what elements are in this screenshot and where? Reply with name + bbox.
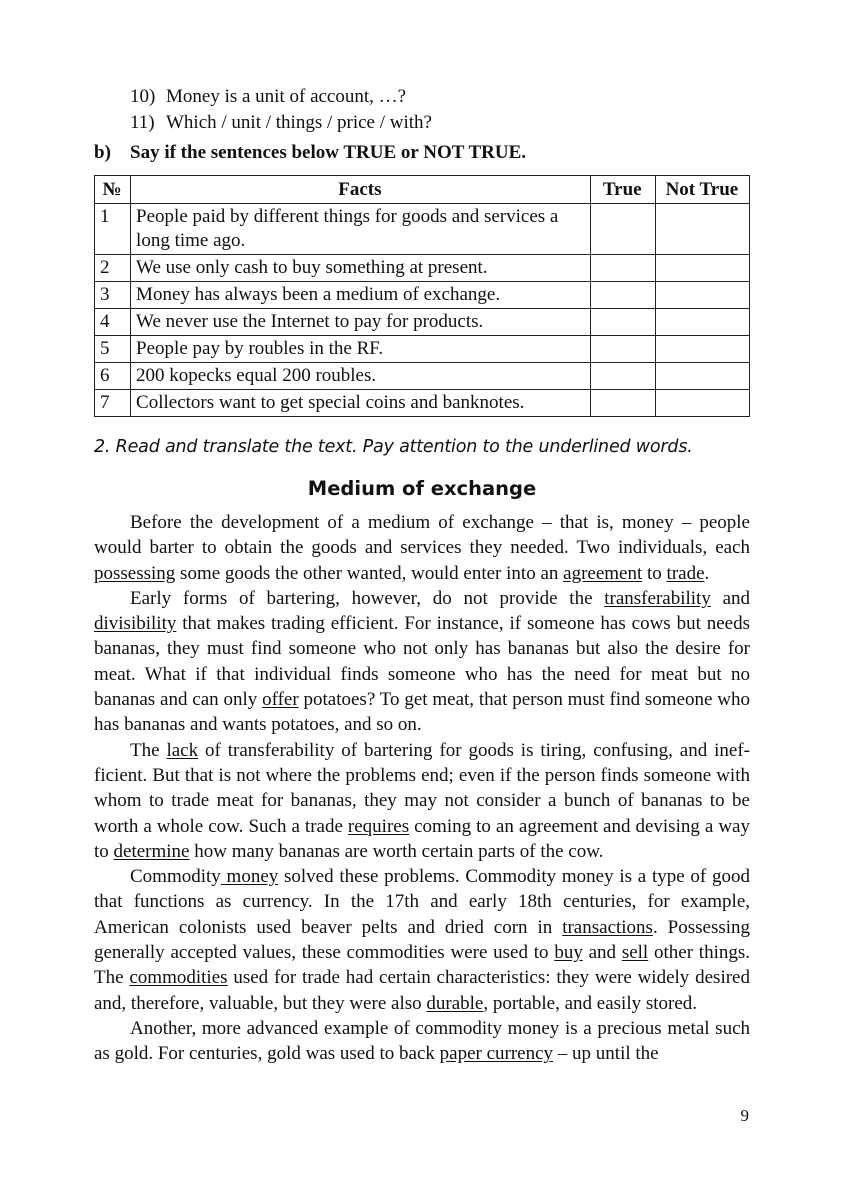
row-true-cell[interactable] <box>590 336 655 363</box>
row-not-true-cell[interactable] <box>655 204 749 255</box>
text-run: some goods the other wanted, would enter into an <box>175 562 564 584</box>
row-fact: 200 kopecks equal 200 roubles. <box>131 363 591 390</box>
section-b-label: b) <box>94 142 111 163</box>
reading-text <box>94 510 750 1067</box>
text-run: to <box>642 562 667 584</box>
text-run: how many bananas are worth certain parts of the cow. <box>189 840 604 862</box>
text-run: and <box>710 587 751 609</box>
table-row <box>95 336 750 363</box>
text-run: solved these problems. Commodity money is a type of good that functions as currency. In the 17th and early 18th centuries, for example, American colonists used beaver pelts and dried corn in <box>94 866 750 938</box>
row-number: 6 <box>95 363 131 390</box>
underlined-word: paper currency <box>439 1043 554 1065</box>
row-fact: People pay by roubles in the RF. <box>131 336 591 363</box>
row-number: 2 <box>95 255 131 282</box>
table-row <box>95 255 750 282</box>
paragraph <box>94 864 750 1016</box>
row-fact: Collectors want to get special coins and banknotes. <box>131 390 591 417</box>
row-not-true-cell[interactable] <box>655 363 749 390</box>
row-not-true-cell[interactable] <box>655 390 749 417</box>
row-number: 7 <box>95 390 131 417</box>
header-true: True <box>590 176 655 204</box>
question-number: 10) <box>130 86 156 107</box>
row-true-cell[interactable] <box>590 309 655 336</box>
table-row <box>95 282 750 309</box>
row-fact: People paid by different things for goods and services a long time ago. <box>131 204 591 255</box>
text-run: Early forms of bartering, however, do not provide the <box>130 587 605 609</box>
text-run: potatoes? To get meat, that person must find someone who has bananas and wants potatoes, and so on. <box>94 689 750 736</box>
text-run: of transferability of bartering for goods is tiring, confusing, and inefficient. But that is not where the problems end; even if the person finds someone with whom to trade meat for bananas, they may not consider a bunch of bananas to be worth a whole cow. Such a trade <box>94 739 750 837</box>
task-2-instruction: 2. Read and translate the text. Pay attention to the underlined words. <box>94 437 693 457</box>
text-run: – up until the <box>553 1043 659 1065</box>
question-11 <box>130 111 432 135</box>
text-run: that makes trading efficient. For instance, if someone has cows but needs bananas, they must find someone who not only has bananas but also the desire for meat. What if that individual finds someone who has the need for meat but no bananas and can only <box>94 613 750 711</box>
underlined-word: requires <box>347 815 410 837</box>
question-10 <box>130 85 406 109</box>
row-not-true-cell[interactable] <box>655 282 749 309</box>
row-number: 4 <box>95 309 131 336</box>
paragraph <box>94 586 750 738</box>
underlined-word: divisibility <box>94 613 177 635</box>
paragraph <box>94 510 750 586</box>
underlined-word: buy <box>554 942 583 964</box>
underlined-word: trade <box>666 562 705 584</box>
table-header-row <box>95 176 750 204</box>
table-row <box>95 363 750 390</box>
question-text: Which / unit / things / price / with? <box>166 112 432 133</box>
underlined-word: possessing <box>94 562 176 584</box>
text-title: Medium of exchange <box>307 477 537 500</box>
underlined-word: agreement <box>563 562 643 584</box>
page-number: 9 <box>740 1106 749 1125</box>
underlined-word: money <box>220 866 279 888</box>
underlined-word: transactions <box>562 916 653 938</box>
row-true-cell[interactable] <box>590 282 655 309</box>
text-run: . Possessing generally accepted values, these commodities were used to <box>94 916 751 964</box>
row-not-true-cell[interactable] <box>655 255 749 282</box>
table-row <box>95 204 750 255</box>
text-run: , portable, and easily stored. <box>483 992 698 1014</box>
header-not-true: Not True <box>655 176 749 204</box>
row-true-cell[interactable] <box>590 255 655 282</box>
underlined-word: sell <box>621 942 649 964</box>
header-number: № <box>95 176 131 204</box>
text-run: Another, more advanced example of commodity money is a precious metal such as gold. For centuries, gold was used to back <box>94 1017 750 1065</box>
text-run: coming to an agreement and devising a way to <box>94 815 750 862</box>
underlined-word: offer <box>262 689 299 711</box>
text-run: used for trade had certain characteristics: they were widely desired and, therefore, valuable, but they were also <box>94 967 750 1014</box>
text-run: The <box>130 739 167 761</box>
row-true-cell[interactable] <box>590 204 655 255</box>
section-b-title: Say if the sentences below TRUE or NOT TRUE. <box>130 142 527 163</box>
underlined-word: transferability <box>604 587 711 609</box>
underlined-word: commodities <box>129 967 228 989</box>
paragraph <box>94 738 750 864</box>
question-text: Money is a unit of account, …? <box>166 86 407 107</box>
underlined-word: lack <box>166 739 199 761</box>
row-number: 3 <box>95 282 131 309</box>
row-fact: Money has always been a medium of exchange. <box>131 282 591 309</box>
table-row <box>95 309 750 336</box>
text-run: other things. The <box>94 942 750 989</box>
question-number: 11) <box>130 112 155 133</box>
row-fact: We never use the Internet to pay for products. <box>131 309 591 336</box>
text-run: Commodity <box>130 866 221 888</box>
underlined-word: durable <box>426 992 484 1014</box>
header-facts: Facts <box>131 176 591 204</box>
row-not-true-cell[interactable] <box>655 309 749 336</box>
row-not-true-cell[interactable] <box>655 336 749 363</box>
true-false-table <box>94 175 750 417</box>
section-b-heading <box>94 142 526 164</box>
text-run: Before the development of a medium of exchange – that is, money – people would barter to obtain the goods and services they needed. Two individuals, each <box>94 512 750 559</box>
paragraph <box>94 1016 750 1067</box>
row-number: 5 <box>95 336 131 363</box>
underlined-word: determine <box>113 840 190 862</box>
table-row <box>95 390 750 417</box>
row-true-cell[interactable] <box>590 363 655 390</box>
text-run: and <box>582 942 622 964</box>
text-run: . <box>704 562 710 584</box>
row-fact: We use only cash to buy something at present. <box>131 255 591 282</box>
table-body <box>95 204 750 417</box>
row-number: 1 <box>95 204 131 255</box>
row-true-cell[interactable] <box>590 390 655 417</box>
